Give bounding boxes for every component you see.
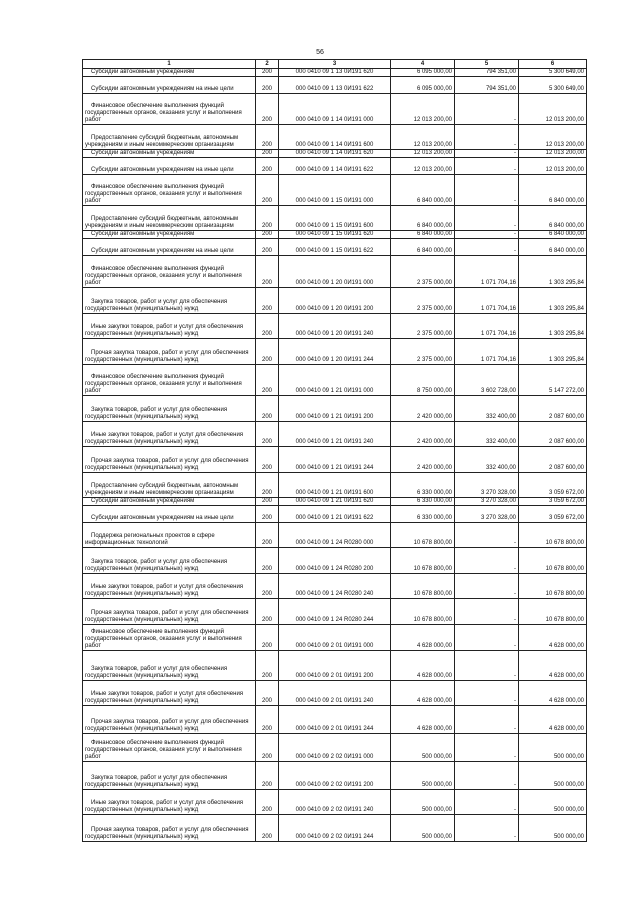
row-assigned-amount: 6 330 000,00 [391, 506, 455, 523]
row-admin-code: 200 [256, 599, 279, 625]
row-assigned-amount: 4 628 000,00 [391, 706, 455, 734]
row-name [83, 314, 256, 339]
row-remaining-amount: 5 147 272,00 [519, 365, 587, 396]
row-remaining-amount: 6 840 000,00 [519, 239, 587, 256]
row-name [83, 150, 256, 158]
row-classification-code: 000 0410 09 1 21 0И191 244 [279, 447, 391, 473]
row-name-text: Субсидии автономным учреждениям на иные цели [91, 248, 234, 254]
row-name-text: Закупка товаров, работ и услуг для обеспечения государственных (муниципальных) нужд [85, 407, 228, 420]
row-classification-code: 000 0410 09 2 02 0И191 200 [279, 762, 391, 790]
table-row [83, 422, 587, 447]
table-row [83, 681, 587, 706]
row-executed-amount: - [455, 239, 519, 256]
row-executed-amount: 3 602 728,00 [455, 365, 519, 396]
row-assigned-amount: 2 375 000,00 [391, 339, 455, 365]
row-remaining-amount: 4 628 000,00 [519, 651, 587, 681]
row-executed-amount: - [455, 175, 519, 206]
row-name-text: Субсидии автономным учреждениям [91, 231, 195, 237]
row-classification-code: 000 0410 09 1 14 0И191 622 [279, 158, 391, 175]
row-remaining-amount: 12 013 200,00 [519, 125, 587, 150]
row-executed-amount: 1 071 704,16 [455, 314, 519, 339]
row-assigned-amount: 6 095 000,00 [391, 69, 455, 77]
row-assigned-amount: 6 840 000,00 [391, 239, 455, 256]
row-admin-code: 200 [256, 790, 279, 815]
column-header: 1 [83, 60, 256, 69]
table-row [83, 158, 587, 175]
row-remaining-amount: 6 840 000,00 [519, 231, 587, 239]
row-classification-code: 000 0410 09 1 20 0И191 000 [279, 256, 391, 288]
row-remaining-amount: 4 628 000,00 [519, 681, 587, 706]
table-row [83, 231, 587, 239]
row-executed-amount: - [455, 762, 519, 790]
row-executed-amount: 332 400,00 [455, 422, 519, 447]
table-row [83, 69, 587, 77]
row-admin-code: 200 [256, 365, 279, 396]
row-executed-amount: - [455, 734, 519, 762]
table-row [83, 599, 587, 625]
row-admin-code: 200 [256, 158, 279, 175]
row-name-text: Субсидии автономным учреждениям на иные цели [91, 515, 234, 521]
row-remaining-amount: 1 303 295,84 [519, 339, 587, 365]
row-name-text: Субсидии автономным учреждениям на иные цели [91, 167, 234, 173]
table-row [83, 125, 587, 150]
table-header-row [83, 60, 587, 69]
row-admin-code: 200 [256, 206, 279, 231]
row-classification-code: 000 0410 09 1 21 0И191 622 [279, 506, 391, 523]
table-row [83, 574, 587, 599]
row-name [83, 288, 256, 314]
row-remaining-amount: 10 678 800,00 [519, 548, 587, 574]
row-classification-code: 000 0410 09 1 20 0И191 244 [279, 339, 391, 365]
row-classification-code: 000 0410 09 2 02 0И191 240 [279, 790, 391, 815]
row-executed-amount: - [455, 625, 519, 651]
row-admin-code: 200 [256, 175, 279, 206]
row-name-text: Иные закупки товаров, работ и услуг для обеспечения государственных (муниципальных) нужд [85, 691, 244, 704]
row-assigned-amount: 12 013 200,00 [391, 94, 455, 125]
row-executed-amount: - [455, 574, 519, 599]
row-classification-code: 000 0410 09 1 20 0И191 240 [279, 314, 391, 339]
row-remaining-amount: 2 087 600,00 [519, 422, 587, 447]
row-name [83, 239, 256, 256]
row-executed-amount: - [455, 815, 519, 842]
row-remaining-amount: 1 303 295,84 [519, 288, 587, 314]
row-admin-code: 200 [256, 548, 279, 574]
row-assigned-amount: 10 678 800,00 [391, 574, 455, 599]
table-row [83, 815, 587, 842]
row-remaining-amount: 2 087 600,00 [519, 396, 587, 422]
row-admin-code: 200 [256, 94, 279, 125]
row-admin-code: 200 [256, 815, 279, 842]
row-assigned-amount: 2 375 000,00 [391, 256, 455, 288]
row-remaining-amount: 2 087 600,00 [519, 447, 587, 473]
row-name-text: Субсидии автономным учреждениям [91, 69, 195, 75]
row-classification-code: 000 0410 09 2 01 0И191 200 [279, 651, 391, 681]
row-remaining-amount: 5 300 649,00 [519, 69, 587, 77]
row-admin-code: 200 [256, 150, 279, 158]
row-executed-amount: 794 351,00 [455, 77, 519, 94]
row-admin-code: 200 [256, 625, 279, 651]
row-remaining-amount: 12 013 200,00 [519, 158, 587, 175]
row-name [83, 734, 256, 762]
table-row [83, 473, 587, 498]
row-executed-amount: - [455, 125, 519, 150]
row-name [83, 706, 256, 734]
row-assigned-amount: 8 750 000,00 [391, 365, 455, 396]
row-assigned-amount: 6 840 000,00 [391, 175, 455, 206]
row-assigned-amount: 6 330 000,00 [391, 473, 455, 498]
row-assigned-amount: 2 420 000,00 [391, 422, 455, 447]
table-row [83, 150, 587, 158]
row-remaining-amount: 3 059 672,00 [519, 498, 587, 506]
column-header: 2 [256, 60, 279, 69]
row-classification-code: 000 0410 09 1 15 0И191 600 [279, 206, 391, 231]
row-name [83, 447, 256, 473]
table-row [83, 239, 587, 256]
row-admin-code: 200 [256, 396, 279, 422]
row-name [83, 815, 256, 842]
row-name-text: Прочая закупка товаров, работ и услуг для обеспечения государственных (муниципальных) нужд [85, 350, 249, 363]
row-remaining-amount: 10 678 800,00 [519, 599, 587, 625]
row-name [83, 206, 256, 231]
table-row [83, 206, 587, 231]
row-classification-code: 000 0410 09 1 14 0И191 600 [279, 125, 391, 150]
table-row [83, 396, 587, 422]
row-remaining-amount: 500 000,00 [519, 762, 587, 790]
table-row [83, 447, 587, 473]
row-admin-code: 200 [256, 506, 279, 523]
row-admin-code: 200 [256, 498, 279, 506]
row-assigned-amount: 4 628 000,00 [391, 681, 455, 706]
row-name [83, 365, 256, 396]
row-name [83, 498, 256, 506]
row-name-text: Финансовое обеспечение выполнения функций государственных органов, оказания услуг и выполнения работ [85, 103, 242, 123]
column-header: 6 [519, 60, 587, 69]
row-admin-code: 200 [256, 288, 279, 314]
row-name-text: Финансовое обеспечение выполнения функций государственных органов, оказания услуг и выполнения работ [85, 740, 242, 760]
budget-table [82, 59, 587, 842]
row-classification-code: 000 0410 09 2 02 0И191 000 [279, 734, 391, 762]
row-name-text: Финансовое обеспечение выполнения функций государственных органов, оказания услуг и выполнения работ [85, 184, 242, 204]
table-body [83, 69, 587, 842]
row-name [83, 77, 256, 94]
row-executed-amount: - [455, 94, 519, 125]
row-classification-code: 000 0410 09 1 21 0И191 200 [279, 396, 391, 422]
row-name [83, 125, 256, 150]
row-name-text: Иные закупки товаров, работ и услуг для обеспечения государственных (муниципальных) нужд [85, 324, 244, 337]
row-name-text: Закупка товаров, работ и услуг для обеспечения государственных (муниципальных) нужд [85, 299, 228, 312]
row-executed-amount: - [455, 599, 519, 625]
row-admin-code: 200 [256, 651, 279, 681]
row-classification-code: 000 0410 09 1 15 0И191 622 [279, 239, 391, 256]
table-row [83, 651, 587, 681]
table-row [83, 175, 587, 206]
row-name [83, 158, 256, 175]
row-name [83, 762, 256, 790]
row-executed-amount: 3 270 328,00 [455, 473, 519, 498]
row-admin-code: 200 [256, 473, 279, 498]
row-assigned-amount: 500 000,00 [391, 762, 455, 790]
row-assigned-amount: 12 013 200,00 [391, 125, 455, 150]
row-admin-code: 200 [256, 256, 279, 288]
row-executed-amount: - [455, 651, 519, 681]
row-remaining-amount: 1 303 295,84 [519, 314, 587, 339]
row-name-text: Закупка товаров, работ и услуг для обеспечения государственных (муниципальных) нужд [85, 666, 228, 679]
row-name-text: Прочая закупка товаров, работ и услуг для обеспечения государственных (муниципальных) нужд [85, 458, 249, 471]
row-classification-code: 000 0410 09 2 01 0И191 000 [279, 625, 391, 651]
table-row [83, 288, 587, 314]
row-remaining-amount: 4 628 000,00 [519, 625, 587, 651]
row-name-text: Финансовое обеспечение выполнения функций государственных органов, оказания услуг и выполнения работ [85, 629, 242, 649]
row-assigned-amount: 12 013 200,00 [391, 158, 455, 175]
row-name [83, 651, 256, 681]
row-name [83, 339, 256, 365]
table-row [83, 314, 587, 339]
row-remaining-amount: 12 013 200,00 [519, 150, 587, 158]
row-executed-amount: 3 270 328,00 [455, 498, 519, 506]
row-name [83, 175, 256, 206]
table-row [83, 523, 587, 548]
row-name-text: Иные закупки товаров, работ и услуг для обеспечения государственных (муниципальных) нужд [85, 432, 244, 445]
row-executed-amount: - [455, 523, 519, 548]
row-classification-code: 000 0410 09 2 02 0И191 244 [279, 815, 391, 842]
row-name-text: Субсидии автономным учреждениям [91, 150, 195, 156]
row-name-text: Иные закупки товаров, работ и услуг для обеспечения государственных (муниципальных) нужд [85, 584, 244, 597]
row-admin-code: 200 [256, 734, 279, 762]
row-assigned-amount: 2 420 000,00 [391, 396, 455, 422]
row-classification-code: 000 0410 09 1 20 0И191 200 [279, 288, 391, 314]
row-admin-code: 200 [256, 314, 279, 339]
row-name-text: Субсидии автономным учреждениям на иные цели [91, 86, 234, 92]
row-name-text: Предоставление субсидий бюджетным, автономным учреждениям и иным некоммерческим организациям [85, 216, 239, 229]
table-row [83, 339, 587, 365]
row-name-text: Прочая закупка товаров, работ и услуг для обеспечения государственных (муниципальных) нужд [85, 610, 249, 623]
row-assigned-amount: 2 375 000,00 [391, 314, 455, 339]
row-remaining-amount: 6 840 000,00 [519, 175, 587, 206]
row-remaining-amount: 3 059 672,00 [519, 473, 587, 498]
row-executed-amount: 1 071 704,16 [455, 256, 519, 288]
row-classification-code: 000 0410 09 1 21 0И191 240 [279, 422, 391, 447]
row-name-text: Закупка товаров, работ и услуг для обеспечения государственных (муниципальных) нужд [85, 559, 228, 572]
page-number: 56 [316, 49, 324, 56]
row-executed-amount: - [455, 206, 519, 231]
row-assigned-amount: 2 420 000,00 [391, 447, 455, 473]
row-classification-code: 000 0410 09 2 01 0И191 240 [279, 681, 391, 706]
row-name [83, 396, 256, 422]
row-executed-amount: - [455, 548, 519, 574]
row-executed-amount: - [455, 150, 519, 158]
row-admin-code: 200 [256, 762, 279, 790]
row-assigned-amount: 4 628 000,00 [391, 625, 455, 651]
row-classification-code: 000 0410 09 1 14 0И191 620 [279, 150, 391, 158]
row-classification-code: 000 0410 09 1 21 0И191 620 [279, 498, 391, 506]
row-name-text: Поддержка региональных проектов в сфере информационных технологий [85, 533, 215, 546]
row-admin-code: 200 [256, 125, 279, 150]
table-row [83, 256, 587, 288]
row-executed-amount: 332 400,00 [455, 447, 519, 473]
row-classification-code: 000 0410 09 1 24 R0280 200 [279, 548, 391, 574]
row-assigned-amount: 10 678 800,00 [391, 523, 455, 548]
row-name [83, 599, 256, 625]
table-row [83, 498, 587, 506]
row-assigned-amount: 6 330 000,00 [391, 498, 455, 506]
row-executed-amount: - [455, 706, 519, 734]
row-classification-code: 000 0410 09 1 24 R0280 244 [279, 599, 391, 625]
row-remaining-amount: 10 678 800,00 [519, 523, 587, 548]
row-assigned-amount: 2 375 000,00 [391, 288, 455, 314]
row-name [83, 523, 256, 548]
table-row [83, 625, 587, 651]
row-assigned-amount: 10 678 800,00 [391, 599, 455, 625]
row-name [83, 422, 256, 447]
row-name [83, 94, 256, 125]
table-row [83, 548, 587, 574]
row-classification-code: 000 0410 09 1 21 0И191 000 [279, 365, 391, 396]
row-name [83, 69, 256, 77]
row-admin-code: 200 [256, 706, 279, 734]
row-remaining-amount: 5 300 649,00 [519, 77, 587, 94]
row-executed-amount: - [455, 231, 519, 239]
row-classification-code: 000 0410 09 1 14 0И191 000 [279, 94, 391, 125]
row-assigned-amount: 500 000,00 [391, 734, 455, 762]
row-admin-code: 200 [256, 574, 279, 599]
row-name-text: Прочая закупка товаров, работ и услуг для обеспечения государственных (муниципальных) нужд [85, 719, 249, 732]
table-row [83, 77, 587, 94]
row-classification-code: 000 0410 09 1 15 0И191 000 [279, 175, 391, 206]
row-classification-code: 000 0410 09 1 15 0И191 620 [279, 231, 391, 239]
row-remaining-amount: 1 303 295,84 [519, 256, 587, 288]
row-executed-amount: 3 270 328,00 [455, 506, 519, 523]
row-executed-amount: - [455, 158, 519, 175]
table-row [83, 790, 587, 815]
row-name-text: Финансовое обеспечение выполнения функций государственных органов, оказания услуг и выполнения работ [85, 266, 242, 286]
row-name [83, 473, 256, 498]
row-executed-amount: 794 351,00 [455, 69, 519, 77]
table-row [83, 506, 587, 523]
row-remaining-amount: 4 628 000,00 [519, 706, 587, 734]
row-admin-code: 200 [256, 239, 279, 256]
row-assigned-amount: 6 095 000,00 [391, 77, 455, 94]
row-admin-code: 200 [256, 231, 279, 239]
column-header: 5 [455, 60, 519, 69]
row-name-text: Закупка товаров, работ и услуг для обеспечения государственных (муниципальных) нужд [85, 775, 228, 788]
row-assigned-amount: 6 840 000,00 [391, 231, 455, 239]
row-classification-code: 000 0410 09 2 01 0И191 244 [279, 706, 391, 734]
column-header: 4 [391, 60, 455, 69]
row-classification-code: 000 0410 09 1 13 0И191 620 [279, 69, 391, 77]
row-name [83, 790, 256, 815]
row-assigned-amount: 4 628 000,00 [391, 651, 455, 681]
row-name-text: Субсидии автономным учреждениям [91, 498, 195, 504]
row-admin-code: 200 [256, 69, 279, 77]
table-row [83, 762, 587, 790]
row-remaining-amount: 12 013 200,00 [519, 94, 587, 125]
row-name-text: Финансовое обеспечение выполнения функций государственных органов, оказания услуг и выполнения работ [85, 374, 242, 394]
row-classification-code: 000 0410 09 1 24 R0280 240 [279, 574, 391, 599]
table-row [83, 365, 587, 396]
row-remaining-amount: 500 000,00 [519, 815, 587, 842]
row-name-text: Прочая закупка товаров, работ и услуг для обеспечения государственных (муниципальных) нужд [85, 827, 249, 840]
row-name [83, 231, 256, 239]
row-executed-amount: - [455, 790, 519, 815]
row-executed-amount: 1 071 704,16 [455, 339, 519, 365]
table-row [83, 706, 587, 734]
row-remaining-amount: 10 678 800,00 [519, 574, 587, 599]
row-name [83, 625, 256, 651]
row-name-text: Иные закупки товаров, работ и услуг для обеспечения государственных (муниципальных) нужд [85, 800, 244, 813]
row-executed-amount: 1 071 704,16 [455, 288, 519, 314]
row-classification-code: 000 0410 09 1 13 0И191 622 [279, 77, 391, 94]
row-name [83, 681, 256, 706]
row-assigned-amount: 12 013 200,00 [391, 150, 455, 158]
row-remaining-amount: 500 000,00 [519, 734, 587, 762]
row-executed-amount: 332 400,00 [455, 396, 519, 422]
row-name-text: Предоставление субсидий бюджетным, автономным учреждениям и иным некоммерческим организациям [85, 483, 239, 496]
row-assigned-amount: 500 000,00 [391, 790, 455, 815]
row-assigned-amount: 10 678 800,00 [391, 548, 455, 574]
row-admin-code: 200 [256, 77, 279, 94]
table-row [83, 734, 587, 762]
row-name [83, 506, 256, 523]
row-executed-amount: - [455, 681, 519, 706]
row-classification-code: 000 0410 09 1 24 R0280 000 [279, 523, 391, 548]
row-name [83, 256, 256, 288]
row-admin-code: 200 [256, 339, 279, 365]
row-remaining-amount: 6 840 000,00 [519, 206, 587, 231]
row-name-text: Предоставление субсидий бюджетным, автономным учреждениям и иным некоммерческим организациям [85, 135, 239, 148]
row-name [83, 548, 256, 574]
row-remaining-amount: 500 000,00 [519, 790, 587, 815]
row-admin-code: 200 [256, 422, 279, 447]
row-classification-code: 000 0410 09 1 21 0И191 600 [279, 473, 391, 498]
row-remaining-amount: 3 059 672,00 [519, 506, 587, 523]
row-assigned-amount: 500 000,00 [391, 815, 455, 842]
row-name [83, 574, 256, 599]
row-admin-code: 200 [256, 447, 279, 473]
column-header: 3 [279, 60, 391, 69]
row-assigned-amount: 6 840 000,00 [391, 206, 455, 231]
table-row [83, 94, 587, 125]
row-admin-code: 200 [256, 523, 279, 548]
row-admin-code: 200 [256, 681, 279, 706]
